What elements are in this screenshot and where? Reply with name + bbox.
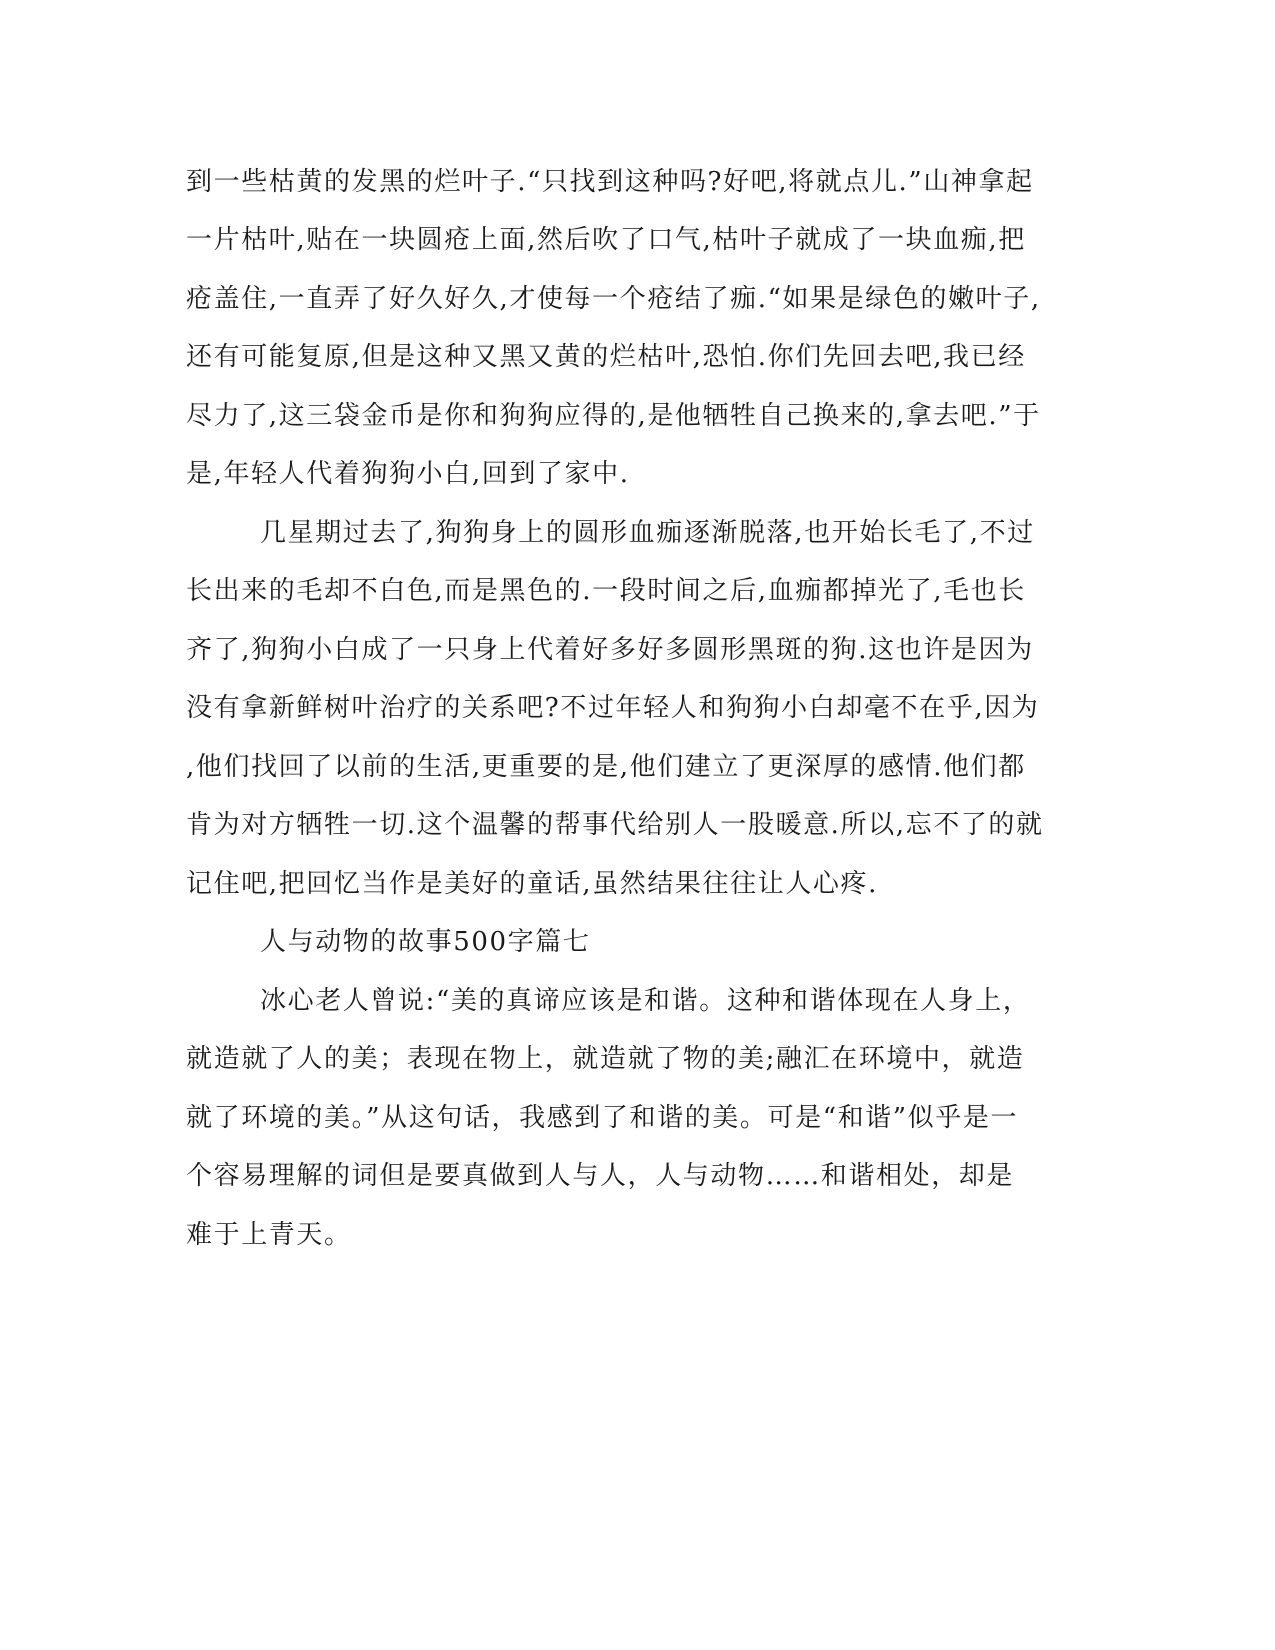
text-line: 没有拿新鲜树叶治疗的关系吧?不过年轻人和狗狗小白却毫不在乎,因为 (186, 693, 1040, 723)
text-line: 齐了,狗狗小白成了一只身上代着好多好多圆形黑斑的狗.这也许是因为 (186, 635, 1034, 665)
text-line: 个容易理解的词但是要真做到人与人，人与动物……和谐相处，却是 (186, 1161, 1015, 1191)
text-line: 尽力了,这三袋金币是你和狗狗应得的,是他牺牲自己换来的,拿去吧.”于 (186, 401, 1041, 431)
text-line: 长出来的毛却不白色,而是黑色的.一段时间之后,血痂都掉光了,毛也长 (186, 576, 1026, 606)
text-line: 疮盖住,一直弄了好久好久,才使每一个疮结了痂.“如果是绿色的嫩叶子, (186, 284, 1041, 314)
text-line: 一片枯叶,贴在一块圆疮上面,然后吹了口气,枯叶子就成了一块血痂,把 (186, 225, 1026, 255)
text-line: 还有可能复原,但是这种又黑又黄的烂枯叶,恐怕.你们先回去吧,我已经 (186, 342, 1026, 372)
text-line: 难于上青天。 (186, 1220, 352, 1250)
text-line: 就了环境的美。”从这句话，我感到了和谐的美。可是“和谐”似乎是一 (186, 1103, 1019, 1133)
text-line: 是,年轻人代着狗狗小白,回到了家中. (186, 459, 630, 489)
paragraph-first-line: 冰心老人曾说:“美的真谛应该是和谐。这种和谐体现在人身上， (260, 986, 1031, 1016)
paragraph-first-line: 几星期过去了,狗狗身上的圆形血痂逐渐脱落,也开始长毛了,不过 (260, 518, 1035, 548)
section-heading: 人与动物的故事500字篇七 (260, 927, 591, 957)
text-line: 肯为对方牺牲一切.这个温馨的帮事代给别人一股暖意.所以,忘不了的就 (186, 810, 1044, 840)
text-line: 到一些枯黄的发黑的烂叶子.“只找到这种吗?好吧,将就点儿.”山神拿起 (186, 167, 1034, 197)
text-line: 记住吧,把回忆当作是美好的童话,虽然结果往往让人心疼. (186, 869, 878, 899)
text-line: ,他们找回了以前的生活,更重要的是,他们建立了更深厚的感情.他们都 (186, 752, 1026, 782)
text-line: 就造就了人的美；表现在物上，就造就了物的美;融汇在环境中，就造 (186, 1044, 1025, 1074)
